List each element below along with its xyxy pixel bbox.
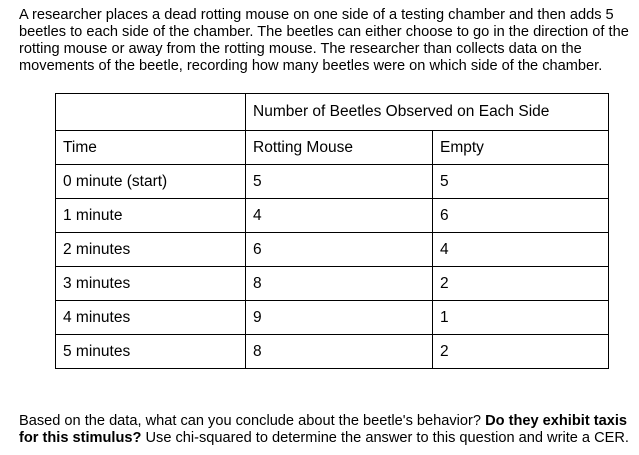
empty-cell: 1 xyxy=(433,301,609,335)
question-paragraph xyxy=(19,413,637,447)
table-row xyxy=(56,301,609,335)
table-row xyxy=(56,199,609,233)
empty-cell: 4 xyxy=(433,233,609,267)
time-cell: 2 minutes xyxy=(56,233,246,267)
column-header-rotting-mouse: Rotting Mouse xyxy=(246,131,433,165)
rotting-mouse-cell: 9 xyxy=(246,301,433,335)
group-header-cell: Number of Beetles Observed on Each Side xyxy=(246,94,609,131)
rotting-mouse-cell: 5 xyxy=(246,165,433,199)
time-cell: 5 minutes xyxy=(56,335,246,369)
column-header-time: Time xyxy=(56,131,246,165)
time-cell: 1 minute xyxy=(56,199,246,233)
table-row xyxy=(56,267,609,301)
rotting-mouse-cell: 6 xyxy=(246,233,433,267)
empty-cell: 2 xyxy=(433,335,609,369)
table-group-header-row xyxy=(56,94,609,131)
intro-paragraph: A researcher places a dead rotting mouse on one side of a testing chamber and then adds 5 beetles to each side of the chamber. The beetles can either choose to go in the direction of the rotting mouse or away from the rotting mouse. The researcher than collects data on the movements of the beetle, recording how many beetles were on which side of the chamber. xyxy=(19,7,629,74)
time-cell: 0 minute (start) xyxy=(56,165,246,199)
question-text-start: Based on the data, what can you conclude about the beetle's behavior? xyxy=(19,413,486,429)
empty-cell: 2 xyxy=(433,267,609,301)
empty-cell: 5 xyxy=(433,165,609,199)
question-bold-text: Do they exhibit taxis for this stimulus? xyxy=(19,413,627,446)
rotting-mouse-cell: 4 xyxy=(246,199,433,233)
column-header-empty: Empty xyxy=(433,131,609,165)
rotting-mouse-cell: 8 xyxy=(246,335,433,369)
table-row xyxy=(56,335,609,369)
empty-cell: 6 xyxy=(433,199,609,233)
table-column-header-row xyxy=(56,131,609,165)
table-corner-cell xyxy=(56,94,246,131)
beetle-data-table xyxy=(55,93,609,369)
time-cell: 3 minutes xyxy=(56,267,246,301)
table-row xyxy=(56,165,609,199)
time-cell: 4 minutes xyxy=(56,301,246,335)
question-text-end: Use chi-squared to determine the answer to this question and write a CER. xyxy=(141,430,629,446)
rotting-mouse-cell: 8 xyxy=(246,267,433,301)
table-row xyxy=(56,233,609,267)
